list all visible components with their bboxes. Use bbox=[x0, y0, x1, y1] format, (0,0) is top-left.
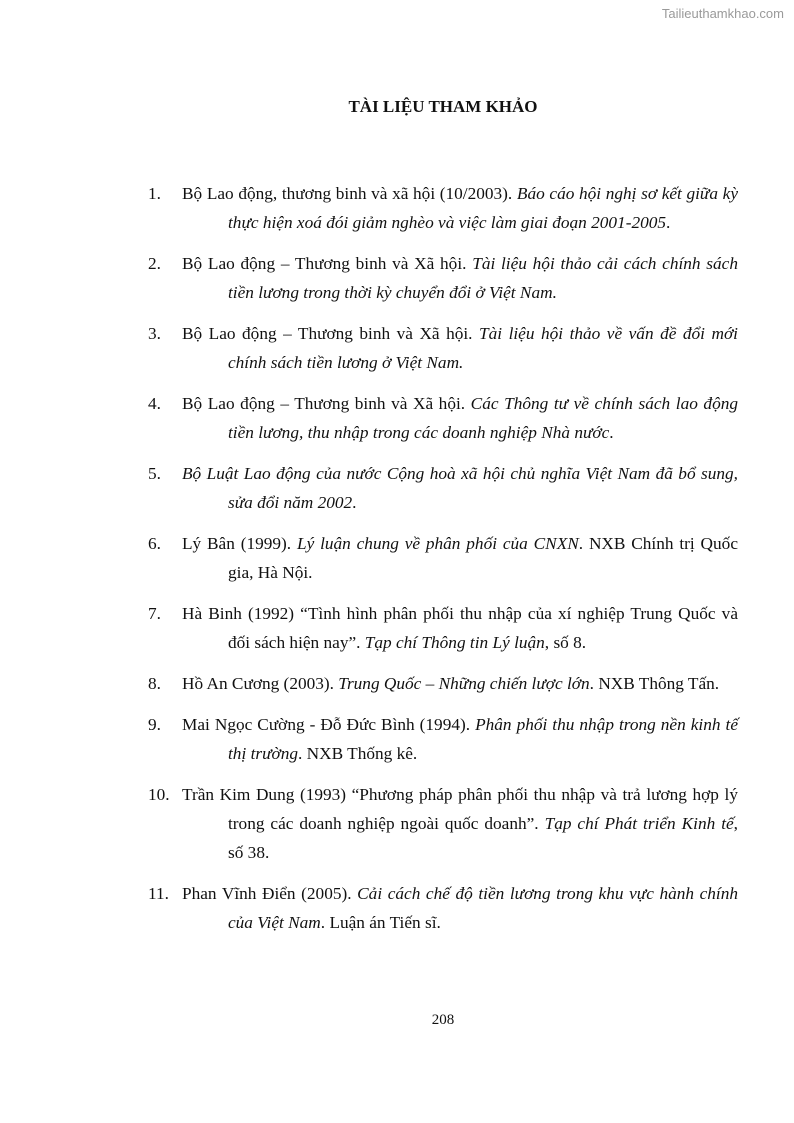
reference-italic: Trung Quốc – Những chiến lược lớn bbox=[338, 674, 590, 693]
reference-item bbox=[148, 529, 738, 587]
reference-item bbox=[148, 319, 738, 377]
reference-pre: Bộ Lao động – Thương binh và Xã hội. bbox=[182, 324, 480, 343]
reference-num: 11. bbox=[148, 884, 169, 903]
reference-num: 9. bbox=[148, 715, 161, 734]
reference-italic: Tạp chí Thông tin Lý luận bbox=[364, 633, 545, 652]
reference-item bbox=[148, 669, 738, 698]
reference-item bbox=[148, 459, 738, 517]
reference-item bbox=[148, 389, 738, 447]
reference-pre: Hà Binh (1992) “Tình hình phân phối thu nhập của xí nghiệp Trung Quốc và đối sách hiện nay”. bbox=[182, 604, 738, 652]
reference-pre: Hồ An Cương (2003). bbox=[182, 674, 339, 693]
reference-num: 1. bbox=[148, 184, 161, 203]
reference-italic: Lý luận chung về phân phối của CNXN bbox=[296, 534, 579, 553]
reference-pre: Bộ Lao động – Thương binh và Xã hội. bbox=[182, 394, 471, 413]
reference-item bbox=[148, 599, 738, 657]
reference-post: . bbox=[666, 213, 671, 232]
reference-italic: Bộ Luật Lao động của nước Cộng hoà xã hội chủ nghĩa Việt Nam đã bổ sung, sửa đổi năm 2002 bbox=[182, 464, 738, 512]
reference-item bbox=[148, 249, 738, 307]
page-number: 208 bbox=[431, 1012, 455, 1028]
reference-item bbox=[148, 879, 738, 937]
reference-item bbox=[148, 179, 738, 237]
reference-italic: Tài liệu hội thảo về vấn đề đổi mới chính sách tiền lương ở Việt Nam. bbox=[228, 324, 738, 372]
reference-num: 6. bbox=[148, 534, 161, 553]
reference-post: . NXB Thông Tấn. bbox=[589, 674, 720, 693]
reference-italic: Cải cách chế độ tiền lương trong khu vực hành chính của Việt Nam bbox=[228, 884, 738, 932]
reference-num: 10. bbox=[148, 785, 170, 804]
reference-post: . NXB Chính trị Quốc gia, Hà Nội. bbox=[228, 534, 738, 582]
reference-item bbox=[148, 780, 738, 867]
reference-post: . bbox=[352, 493, 357, 512]
reference-pre: Trần Kim Dung (1993) “Phương pháp phân phối thu nhập và trả lương hợp lý trong các doanh nghiệp ngoài quốc doanh”. bbox=[182, 785, 738, 833]
reference-pre: Phan Vĩnh Điển (2005). bbox=[182, 884, 358, 903]
reference-num: 7. bbox=[148, 604, 161, 623]
page-title: TÀI LIỆU THAM KHẢO bbox=[348, 97, 538, 116]
reference-num: 8. bbox=[148, 674, 161, 693]
reference-post: . bbox=[609, 423, 614, 442]
reference-num: 2. bbox=[148, 254, 161, 273]
reference-num: 3. bbox=[148, 324, 161, 343]
reference-post: . NXB Thống kê. bbox=[298, 744, 418, 763]
reference-list bbox=[148, 179, 738, 949]
reference-pre: Bộ Lao động – Thương binh và Xã hội. bbox=[182, 254, 473, 273]
reference-italic: Báo cáo hội nghị sơ kết giữa kỳ thực hiện xoá đói giảm nghèo và việc làm giai đoạn 2001-2005 bbox=[228, 184, 738, 232]
reference-pre: Lý Bân (1999). bbox=[182, 534, 297, 553]
reference-italic: Tạp chí Phát triển Kinh tế bbox=[544, 814, 734, 833]
reference-num: 5. bbox=[148, 464, 161, 483]
reference-item bbox=[148, 710, 738, 768]
reference-post: . Luận án Tiến sĩ. bbox=[320, 913, 441, 932]
watermark: Tailieuthamkhao.com bbox=[661, 6, 784, 21]
reference-pre: Mai Ngọc Cường - Đỗ Đức Bình (1994). bbox=[182, 715, 476, 734]
reference-post: , số 8. bbox=[544, 633, 587, 652]
reference-post: , số 38. bbox=[228, 814, 738, 862]
reference-num: 4. bbox=[148, 394, 161, 413]
reference-italic: Các Thông tư về chính sách lao động tiền lương, thu nhập trong các doanh nghiệp Nhà nước bbox=[228, 394, 738, 442]
reference-italic: Phân phối thu nhập trong nền kinh tế thị trường bbox=[228, 715, 738, 763]
reference-pre: Bộ Lao động, thương binh và xã hội (10/2003). bbox=[182, 184, 517, 203]
reference-italic: Tài liệu hội thảo cải cách chính sách tiền lương trong thời kỳ chuyển đổi ở Việt Nam. bbox=[228, 254, 738, 302]
